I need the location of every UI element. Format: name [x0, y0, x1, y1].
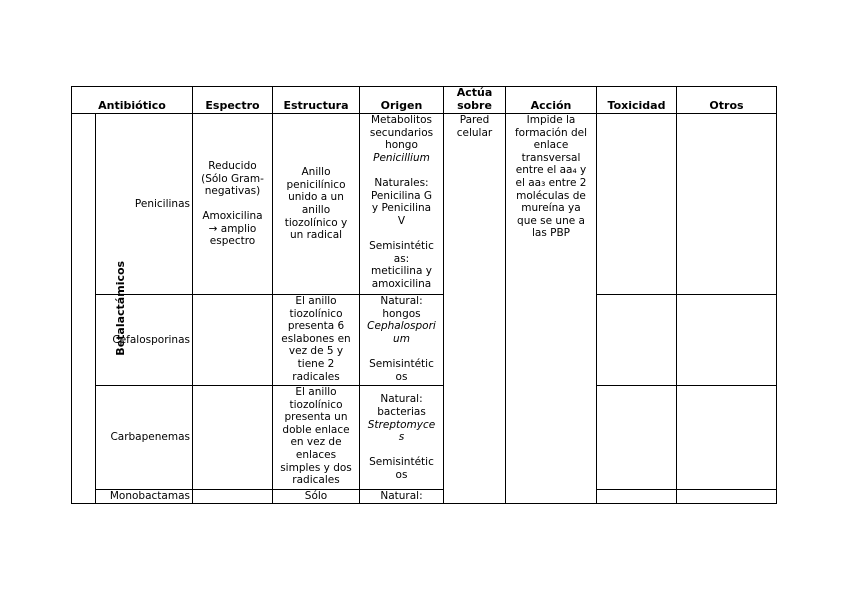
antibiotic-name: Monobactamas: [96, 490, 193, 504]
row-monobactamas: [72, 490, 777, 504]
espectro-cell: [193, 295, 273, 386]
group-label-cell: [72, 114, 128, 504]
header-origen: Origen: [360, 87, 444, 114]
origen-cell: Metabolitos secundarios hongo Penicillium Naturales: Penicilina G y Penicilina V Semisintétic as: meticilina y amoxicilina: [360, 114, 444, 295]
toxicidad-cell: [597, 295, 677, 386]
estructura-cell: Sólo: [273, 490, 360, 504]
header-toxicidad: Toxicidad: [597, 87, 677, 114]
toxicidad-cell: [597, 490, 677, 504]
toxicidad-cell: [597, 114, 677, 295]
antibiotic-name: Carbapenemas: [96, 386, 193, 490]
otros-cell: [677, 490, 777, 504]
espectro-cell: [193, 490, 273, 504]
origen-cell: Natural:: [360, 490, 444, 504]
antibiotic-name: Penicilinas: [96, 114, 193, 295]
header-espectro: Espectro: [193, 87, 273, 114]
row-carbapenemas: [72, 386, 777, 490]
header-actua-sobre: Actúa sobre: [444, 87, 506, 114]
header-accion: Acción: [506, 87, 597, 114]
accion-cell: Impide la formación del enlace transversal entre el aa₄ y el aa₃ entre 2 moléculas de mureína ya que se une a las PBP: [506, 114, 597, 504]
origen-cell: Natural: hongos Cephalospori um Semisintétic os: [360, 295, 444, 386]
group-label: Betalactámicos: [114, 260, 128, 356]
header-antibiotico: Antibiótico: [72, 87, 193, 114]
header-estructura: Estructura: [273, 87, 360, 114]
otros-cell: [677, 295, 777, 386]
header-row: [72, 87, 777, 114]
espectro-cell: Reducido (Sólo Gram- negativas) Amoxicilina → amplio espectro: [193, 114, 273, 295]
actua-sobre-cell: Pared celular: [444, 114, 506, 504]
antibiotics-table: [71, 86, 777, 504]
row-penicilinas: [72, 114, 777, 295]
otros-cell: [677, 114, 777, 295]
estructura-cell: El anillo tiozolínico presenta 6 eslabones en vez de 5 y tiene 2 radicales: [273, 295, 360, 386]
toxicidad-cell: [597, 386, 677, 490]
estructura-cell: El anillo tiozolínico presenta un doble enlace en vez de enlaces simples y dos radicales: [273, 386, 360, 490]
otros-cell: [677, 386, 777, 490]
antibiotic-name: Cefalosporinas: [96, 295, 193, 386]
row-cefalosporinas: [72, 295, 777, 386]
espectro-cell: [193, 386, 273, 490]
header-otros: Otros: [677, 87, 777, 114]
estructura-cell: Anillo penicilínico unido a un anillo tiozolínico y un radical: [273, 114, 360, 295]
origen-cell: Natural: bacterias Streptomyce s Semisintétic os: [360, 386, 444, 490]
